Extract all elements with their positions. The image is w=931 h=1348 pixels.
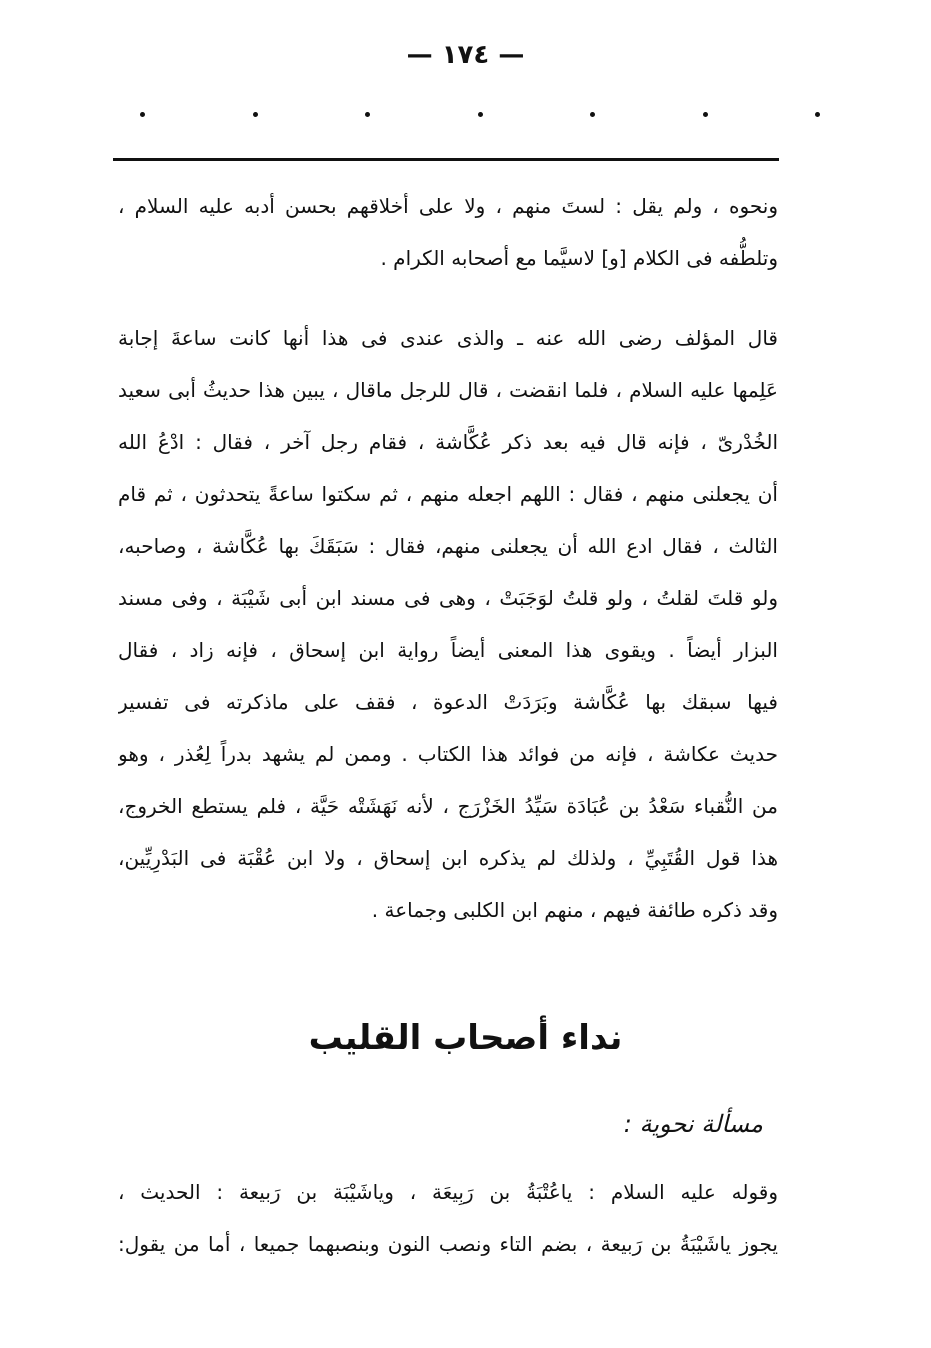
- text-line: فيها سبقك بها عُكَّاشة وبَرَدَتْ الدعوة ، فقف على ماذكرته فى تفسير: [118, 690, 778, 714]
- text-line: البزار أيضاً . ويقوى هذا المعنى أيضاً رواية ابن إسحاق ، فإنه زاد ، فقال: [118, 638, 778, 662]
- ornament-dot: [703, 112, 708, 117]
- text-line: قال المؤلف رضى الله عنه ـ والذى عندى فى هذا أنها كانت ساعةَ إجابة: [118, 326, 778, 350]
- text-line: أن يجعلنى منهم ، فقال : اللهم اجعله منهم ، ثم سكتوا ساعةً يتحدثون ، ثم قام: [118, 482, 778, 506]
- text-line: وقوله عليه السلام : ياعُتْبَةُ بن رَبِيعَة ، وياشَيْبَة بن رَبيعة : الحديث ،: [118, 1180, 778, 1204]
- text-line: الخُدْرىّ ، فإنه قال فيه بعد ذكر عُكَّاشة ، فقام رجل آخر ، فقال : ادْعُ الله: [118, 430, 778, 454]
- top-paragraph: [118, 180, 778, 284]
- text-line: ونحوه ، ولم يقل : لستَ منهم ، ولا على أخلاقهم بحسن أدبه عليه السلام ،: [118, 194, 778, 218]
- text-line: حديث عكاشة ، فإنه من فوائد هذا الكتاب . وممن لم يشهد بدراً لِعُذر ، وهو: [118, 742, 778, 766]
- text-line: من النُّقباء سَعْدُ بن عُبَادَة سَيِّدُ الخَزْرَج ، لأنه نَهَشَتْه حَيَّة ، فلم يستطع الخروج،: [118, 794, 778, 818]
- text-line: الثالث ، فقال ادع الله أن يجعلنى منهم، فقال : سَبَقَكَ بها عُكَّاشة ، وصاحبه،: [118, 534, 778, 558]
- text-line: عَلِمها عليه السلام ، فلما انقضت ، قال للرجل ماقال ، يبين هذا حديثُ أبى سعيد: [118, 378, 778, 402]
- page-number: — ١٧٤ —: [406, 40, 525, 70]
- bottom-paragraph: [118, 1166, 778, 1270]
- ornament-dot: [590, 112, 595, 117]
- main-paragraph: [118, 312, 778, 936]
- text-line: وقد ذكره طائفة فيهم ، منهم ابن الكلبى وجماعة .: [371, 898, 778, 922]
- ornament-dot: [365, 112, 370, 117]
- section-title: نداء أصحاب القليب: [308, 1018, 623, 1058]
- text-line: يجوز ياشَيْبَةُ بن رَبيعة ، بضم التاء ونصب النون وبنصبهما جميعا ، أما من يقول:: [118, 1232, 778, 1256]
- ornament-dots: [140, 112, 820, 117]
- text-line: وتلطُّفه فى الكلام [و] لاسيَّما مع أصحابه الكرام .: [380, 246, 778, 270]
- header-rule: [113, 158, 779, 161]
- ornament-dot: [478, 112, 483, 117]
- section-label: مسألة نحوية :: [623, 1110, 763, 1138]
- ornament-dot: [815, 112, 820, 117]
- text-line: ولو قلتَ لقلتُ ، ولو قلتُ لوَجَبَتْ ، وهى فى مسند ابن أبى شَيْبَة ، وفى مسند: [118, 586, 778, 610]
- text-line: هذا قول القُتَبِيِّ ، ولذلك لم يذكره ابن إسحاق ، ولا ابن عُقْبَة فى البَدْرِيِّين،: [118, 846, 778, 870]
- ornament-dot: [253, 112, 258, 117]
- ornament-dot: [140, 112, 145, 117]
